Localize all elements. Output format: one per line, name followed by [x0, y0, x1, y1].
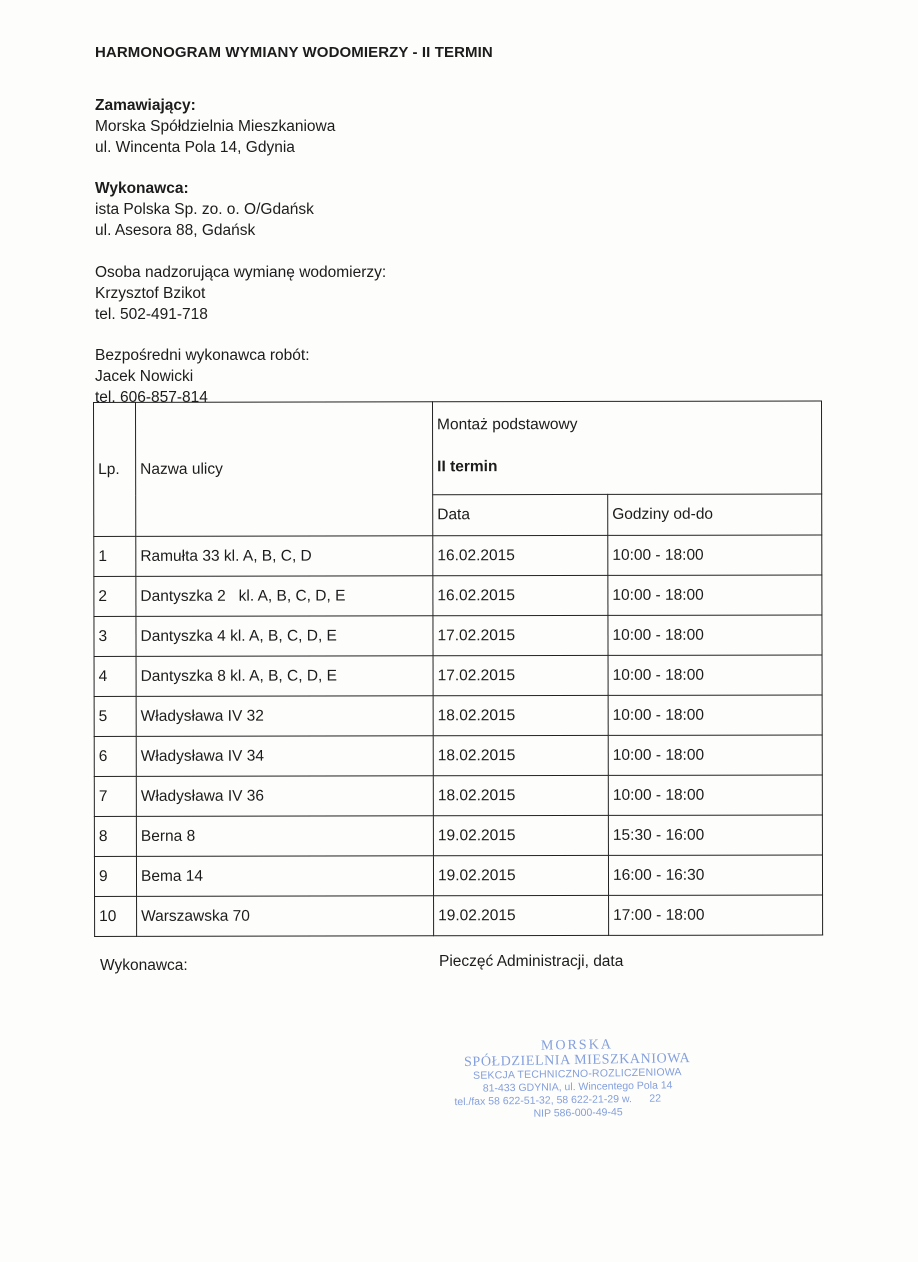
stamp-line: 81-433 GDYNIA, ul. Wincentego Pola 14: [482, 1079, 673, 1095]
row-hours: 15:30 - 16:00: [608, 815, 822, 855]
contractor-name: ista Polska Sp. zo. o. O/Gdańsk: [95, 201, 314, 218]
table-row: [94, 695, 822, 737]
table-row: [94, 615, 822, 657]
row-date: 18.02.2015: [433, 775, 608, 815]
row-street: Warszawska 70: [137, 896, 434, 937]
row-lp: 7: [94, 776, 136, 816]
header-date: Data: [433, 494, 608, 535]
row-street: Dantyszka 4 kl. A, B, C, D, E: [136, 616, 433, 657]
row-hours: 10:00 - 18:00: [608, 575, 822, 615]
row-lp: 3: [94, 616, 136, 656]
row-date: 17.02.2015: [433, 655, 608, 695]
stamp-line: tel./fax 58 622-51-32, 58 622-21-29 w. 22: [454, 1092, 662, 1109]
row-street: Dantyszka 8 kl. A, B, C, D, E: [136, 656, 433, 697]
footer-seal-label: Pieczęć Administracji, data: [439, 953, 624, 970]
row-lp: 1: [94, 536, 136, 576]
row-date: 19.02.2015: [433, 815, 608, 855]
table-row: [94, 655, 822, 697]
footer-contractor-label: Wykonawca:: [100, 957, 188, 974]
client-address: ul. Wincenta Pola 14, Gdynia: [95, 139, 295, 156]
table-row: [94, 815, 822, 857]
table-row: [94, 575, 822, 617]
schedule-table: [93, 400, 823, 937]
stamp-line: MORSKA: [540, 1037, 613, 1054]
client-block: [95, 95, 335, 158]
row-hours: 10:00 - 18:00: [608, 695, 822, 735]
row-date: 18.02.2015: [433, 695, 608, 735]
stamp-line: SEKCJA TECHNICZNO-ROZLICZENIOWA: [472, 1066, 682, 1082]
table-header-row: [94, 401, 822, 496]
supervisor-label: Osoba nadzorująca wymianę wodomierzy:: [95, 264, 387, 281]
header-montaz-label: Montaż podstawowy: [437, 415, 578, 434]
row-lp: 6: [94, 736, 136, 776]
administration-stamp: [439, 1036, 715, 1123]
stamp-line: SPÓŁDZIELNIA MIESZKANIOWA: [463, 1051, 691, 1070]
worker-label: Bezpośredni wykonawca robót:: [95, 347, 310, 364]
header-street: Nazwa ulicy: [136, 402, 433, 537]
contractor-heading: Wykonawca:: [95, 180, 189, 197]
contractor-block: [95, 178, 314, 241]
row-hours: 10:00 - 18:00: [608, 735, 822, 775]
row-street: Władysława IV 36: [136, 776, 433, 817]
row-street: Bema 14: [136, 856, 433, 897]
row-lp: 5: [94, 696, 136, 736]
worker-block: [95, 345, 310, 408]
supervisor-block: [95, 262, 386, 325]
client-heading: Zamawiający:: [95, 97, 196, 114]
table-row: [94, 855, 822, 897]
row-date: 19.02.2015: [433, 855, 608, 895]
worker-name: Jacek Nowicki: [95, 368, 194, 385]
header-lp: Lp.: [94, 402, 136, 536]
row-hours: 10:00 - 18:00: [608, 535, 822, 575]
row-street: Dantyszka 2 kl. A, B, C, D, E: [136, 576, 433, 617]
supervisor-name: Krzysztof Bzikot: [95, 285, 206, 302]
header-hours: Godziny od-do: [608, 494, 822, 535]
row-hours: 10:00 - 18:00: [608, 615, 822, 655]
row-hours: 17:00 - 18:00: [609, 895, 823, 935]
row-date: 18.02.2015: [433, 735, 608, 775]
table-row: [94, 535, 822, 577]
row-hours: 16:00 - 16:30: [608, 855, 822, 895]
row-lp: 10: [95, 896, 137, 936]
row-date: 19.02.2015: [434, 895, 609, 935]
header-termin: II termin: [437, 458, 498, 476]
row-date: 17.02.2015: [433, 615, 608, 655]
row-hours: 10:00 - 18:00: [608, 775, 822, 815]
table-row: [94, 775, 822, 817]
table-row: [94, 735, 822, 777]
row-hours: 10:00 - 18:00: [608, 655, 822, 695]
table-row: [95, 895, 823, 937]
header-montaz: [433, 401, 822, 495]
document-title: HARMONOGRAM WYMIANY WODOMIERZY - II TERMIN: [95, 44, 493, 61]
row-lp: 8: [94, 816, 136, 856]
row-date: 16.02.2015: [433, 535, 608, 575]
client-name: Morska Spółdzielnia Mieszkaniowa: [95, 118, 336, 135]
worker-phone: tel. 606-857-814: [95, 389, 208, 406]
row-street: Władysława IV 32: [136, 696, 433, 737]
row-street: Ramułta 33 kl. A, B, C, D: [136, 536, 433, 577]
row-street: Władysława IV 34: [136, 736, 433, 777]
stamp-line: NIP 586-000-49-45: [533, 1106, 623, 1120]
row-lp: 4: [94, 656, 136, 696]
row-lp: 2: [94, 576, 136, 616]
row-date: 16.02.2015: [433, 575, 608, 615]
row-street: Berna 8: [136, 816, 433, 857]
contractor-address: ul. Asesora 88, Gdańsk: [95, 222, 256, 239]
supervisor-phone: tel. 502-491-718: [95, 306, 208, 323]
row-lp: 9: [94, 856, 136, 896]
